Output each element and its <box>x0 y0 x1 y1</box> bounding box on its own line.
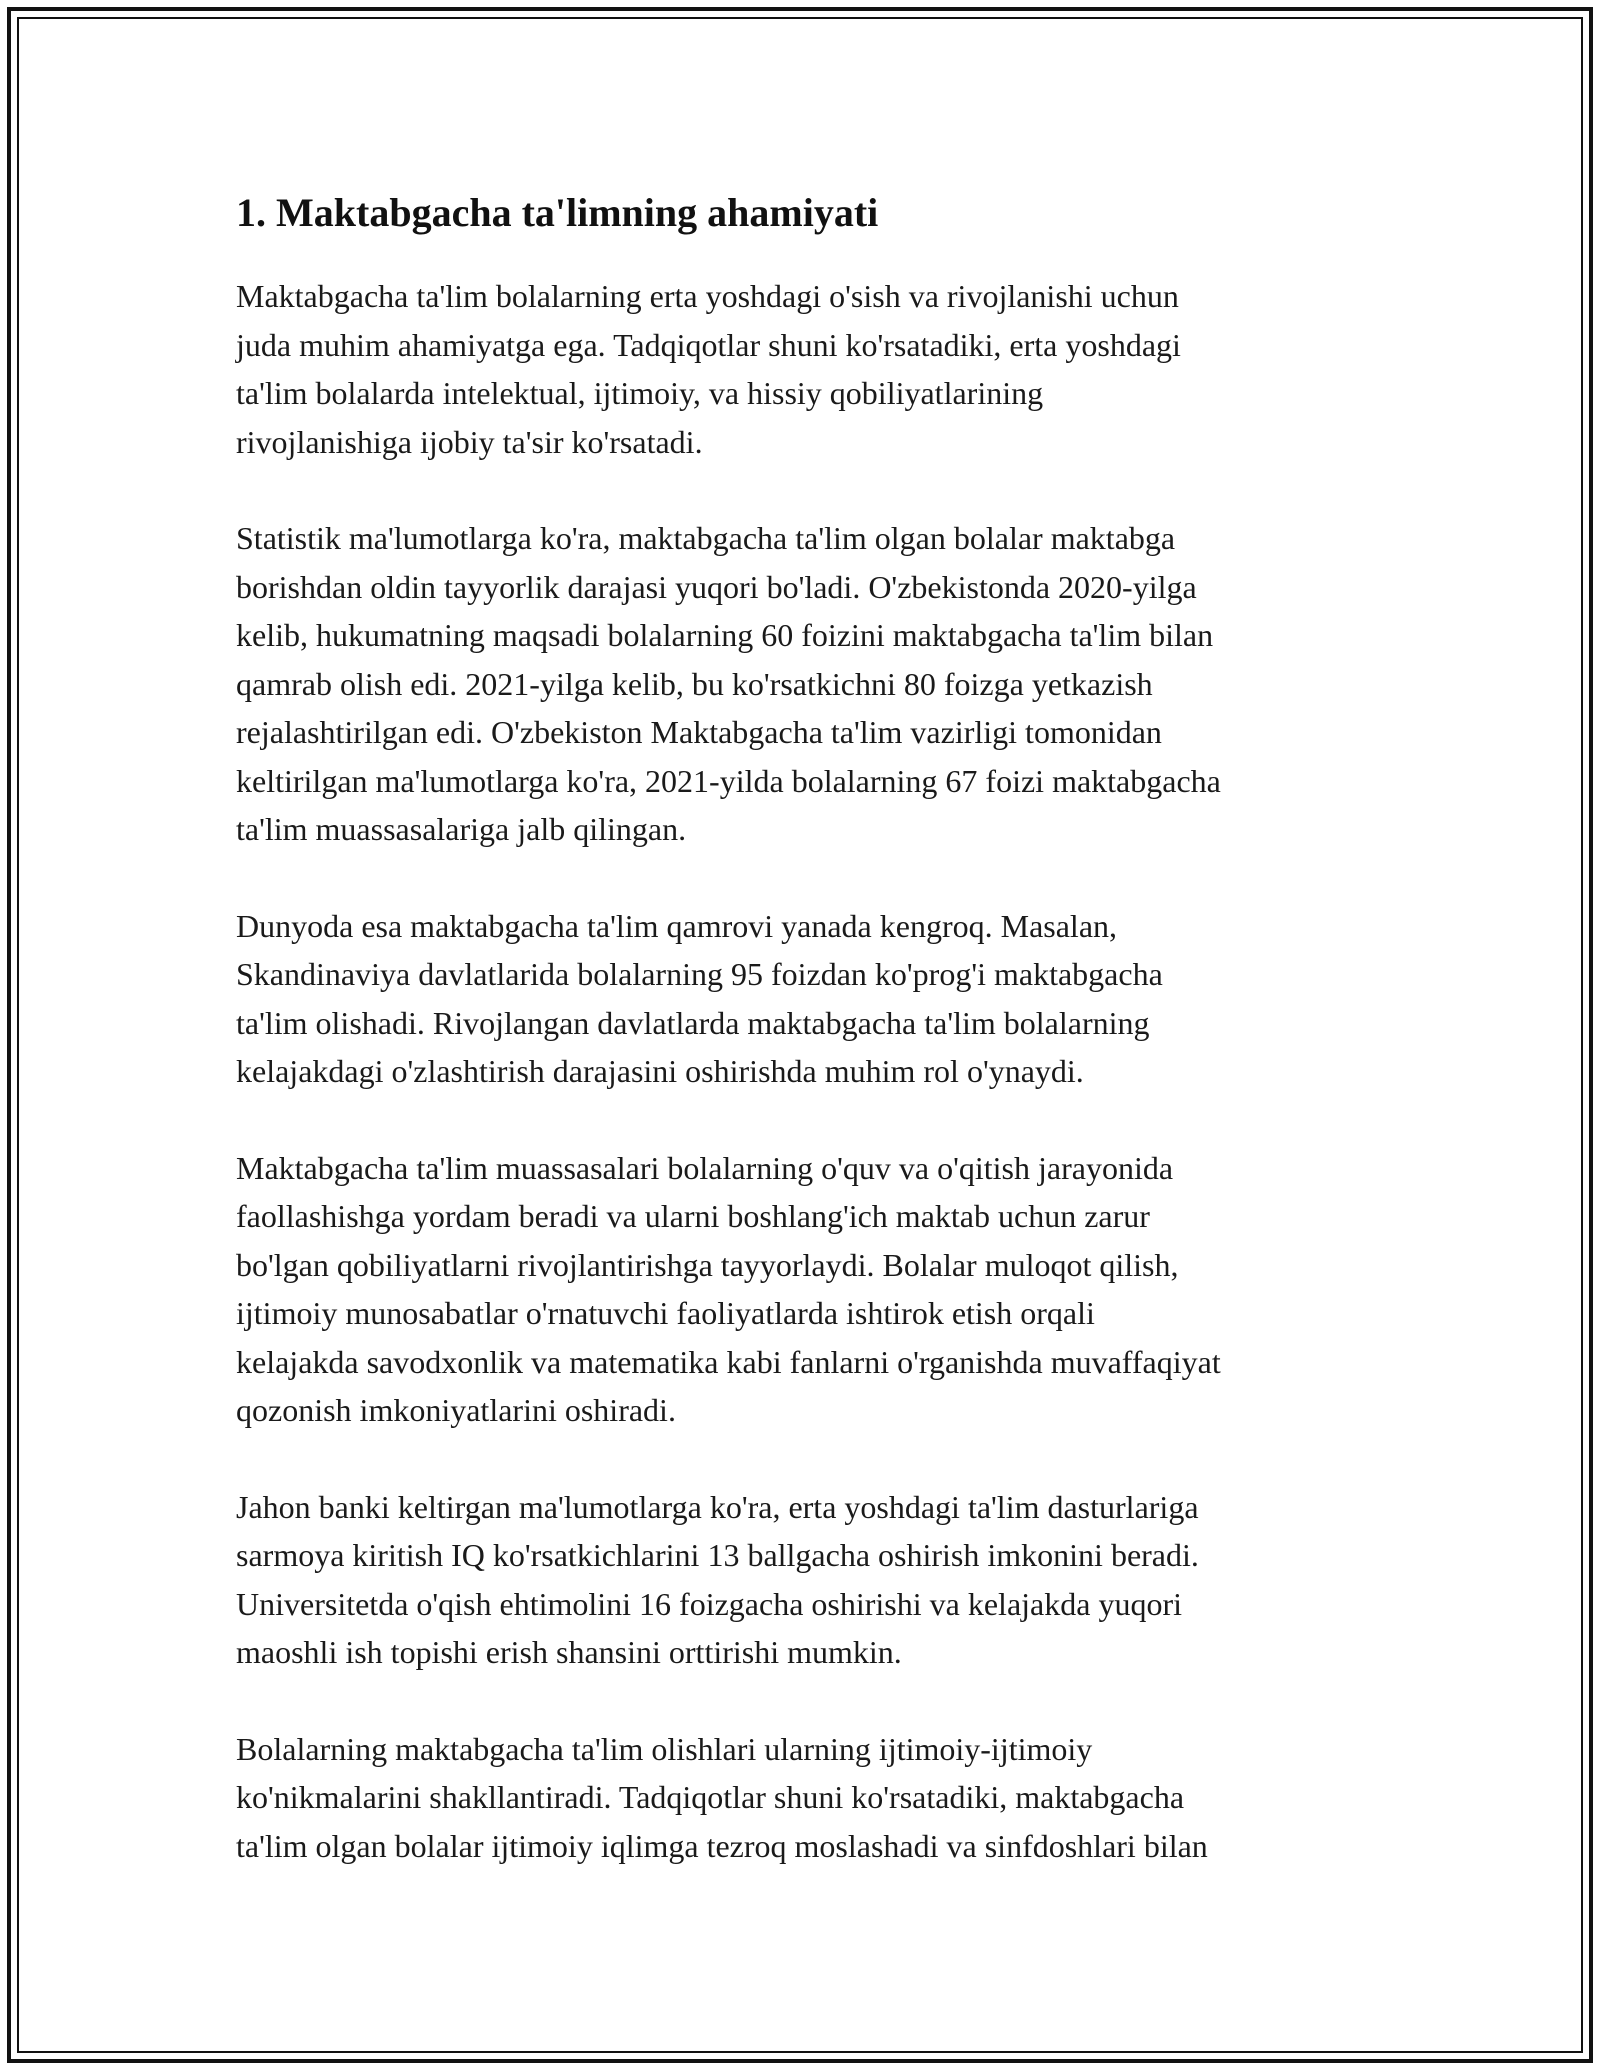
paragraph-line: Maktabgacha ta'lim muassasalari bolalarning o'quv va o'qitish jarayonida <box>236 1149 1174 1186</box>
paragraph-line: sarmoya kiritish IQ ko'rsatkichlarini 13 ballgacha oshirish imkonini beradi. <box>236 1537 1199 1573</box>
paragraph <box>236 514 1396 854</box>
paragraph-line: ta'lim olishadi. Rivojlangan davlatlarda maktabgacha ta'lim bolalarning <box>236 1004 1150 1041</box>
paragraph-line: borishdan oldin tayyorlik darajasi yuqori bo'ladi. O'zbekistonda 2020-yilga <box>236 568 1197 605</box>
document-body <box>236 184 1396 1918</box>
paragraph-line: rejalashtirilgan edi. O'zbekiston Maktabgacha ta'lim vazirligi tomonidan <box>236 714 1162 750</box>
paragraph-line: faollashishga yordam beradi va ularni boshlang'ich maktab uchun zarur <box>236 1198 1150 1234</box>
paragraph <box>236 902 1396 1096</box>
paragraph-line: keltirilgan ma'lumotlarga ko'ra, 2021-yilda bolalarning 67 foizi maktabgacha <box>236 762 1221 799</box>
paragraph-line: ta'lim olgan bolalar ijtimoiy iqlimga tezroq moslashadi va sinfdoshlari bilan <box>236 1827 1208 1864</box>
paragraph-line: juda muhim ahamiyatga ega. Tadqiqotlar shuni ko'rsatadiki, erta yoshdagi <box>236 326 1181 363</box>
paragraph-list <box>236 272 1396 1870</box>
paragraph-line: ko'nikmalarini shakllantiradi. Tadqiqotlar shuni ko'rsatadiki, maktabgacha <box>236 1779 1185 1815</box>
paragraph-line: ta'lim bolalarda intelektual, ijtimoiy, va hissiy qobiliyatlarining <box>236 375 1044 411</box>
paragraph <box>236 1144 1396 1435</box>
paragraph-line: kelajakda savodxonlik va matematika kabi fanlarni o'rganishda muvaffaqiyat <box>236 1343 1221 1380</box>
paragraph-line: kelajakdagi o'zlashtirish darajasini oshirishda muhim rol o'ynaydi. <box>236 1053 1084 1089</box>
paragraph-line: ta'lim muassasalariga jalb qilingan. <box>236 811 687 847</box>
paragraph-line: bo'lgan qobiliyatlarni rivojlantirishga tayyorlaydi. Bolalar muloqot qilish, <box>236 1246 1179 1283</box>
section-heading: 1. Maktabgacha ta'limning ahamiyati <box>236 190 879 235</box>
paragraph-line: Dunyoda esa maktabgacha ta'lim qamrovi yanada kengroq. Masalan, <box>236 907 1118 944</box>
paragraph-line: Maktabgacha ta'lim bolalarning erta yoshdagi o'sish va rivojlanishi uchun <box>236 278 1179 314</box>
paragraph <box>236 1483 1396 1677</box>
paragraph-line: Universitetda o'qish ehtimolini 16 foizgacha oshirishi va kelajakda yuqori <box>236 1585 1182 1622</box>
paragraph <box>236 272 1396 466</box>
paragraph <box>236 1725 1396 1871</box>
paragraph-line: qozonish imkoniyatlarini oshiradi. <box>236 1392 676 1428</box>
paragraph-line: Statistik ma'lumotlarga ko'ra, maktabgacha ta'lim olgan bolalar maktabga <box>236 520 1176 556</box>
paragraph-line: Skandinaviya davlatlarida bolalarning 95 foizdan ko'prog'i maktabgacha <box>236 956 1163 992</box>
paragraph-line: Bolalarning maktabgacha ta'lim olishlari ularning ijtimoiy-ijtimoiy <box>236 1730 1093 1767</box>
paragraph-line: qamrab olish edi. 2021-yilga kelib, bu ko'rsatkichni 80 foizga yetkazish <box>236 665 1153 702</box>
paragraph-line: maoshli ish topishi erish shansini orttirishi mumkin. <box>236 1634 902 1670</box>
paragraph-line: ijtimoiy munosabatlar o'rnatuvchi faoliyatlarda ishtirok etish orqali <box>236 1295 1095 1331</box>
paragraph-line: Jahon banki keltirgan ma'lumotlarga ko'ra, erta yoshdagi ta'lim dasturlariga <box>236 1488 1199 1525</box>
paragraph-line: kelib, hukumatning maqsadi bolalarning 60 foizini maktabgacha ta'lim bilan <box>236 617 1214 653</box>
paragraph-line: rivojlanishiga ijobiy ta'sir ko'rsatadi. <box>236 423 703 460</box>
